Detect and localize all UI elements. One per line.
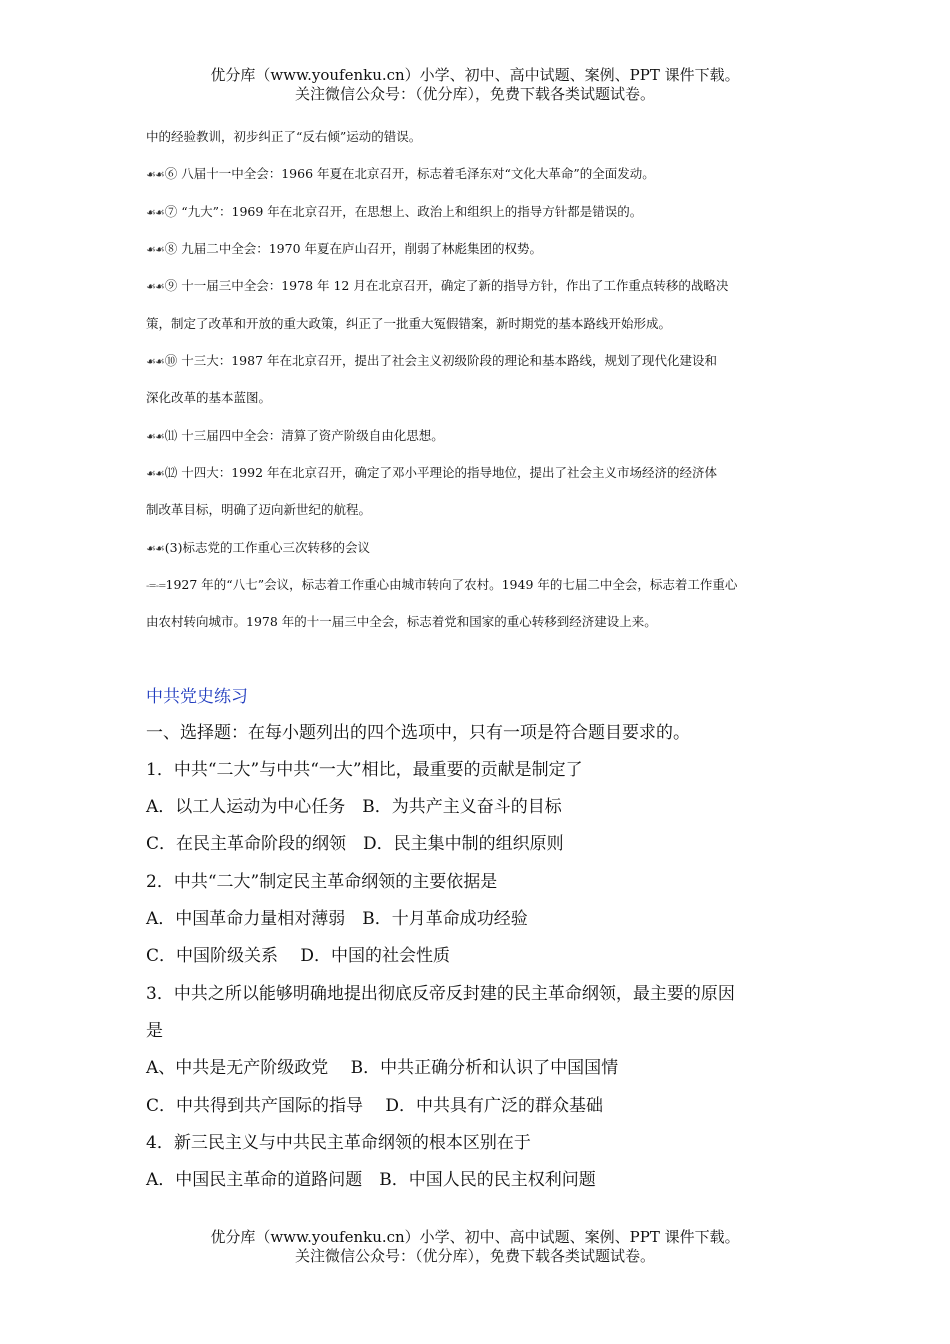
note-item-10-cont: 深化改革的基本蓝图。 <box>146 390 272 405</box>
question-3: 3．中共之所以能够明确地提出彻底反帝反封建的民主革命纲领，最主要的原因 <box>146 984 735 1004</box>
note-heading-3 <box>146 540 826 557</box>
bullet-icon: ☙☙ <box>146 206 164 219</box>
question-4: 4．新三民主义与中共民主革命纲领的根本区别在于 <box>146 1133 531 1153</box>
question-2: 2．中共“二大”制定民主革命纲领的主要依据是 <box>146 872 498 892</box>
note-item-8 <box>146 241 826 258</box>
note-text: 1927 年的“八七”会议，标志着工作重心由城市转向了农村。1949 年的七届二中全会，标志着工作重心 <box>165 577 738 592</box>
note-item-11 <box>146 428 826 445</box>
bullet-icon: ☙☙ <box>146 467 164 480</box>
question-3-options-ab: A、中共是无产阶级政党 B．中共正确分析和认识了中国国情 <box>146 1058 619 1078</box>
bullet-icon: ☙☙ <box>146 280 164 293</box>
page-footer <box>0 1228 950 1266</box>
question-1: 1．中共“二大”与中共“一大”相比，最重要的贡献是制定了 <box>146 760 583 780</box>
note-paragraph-cont: 由农村转向城市。1978 年的十一届三中全会，标志着党和国家的重心转移到经济建设上来。 <box>146 614 657 629</box>
note-item-6 <box>146 166 826 183</box>
page-header <box>0 66 950 104</box>
note-item-9 <box>146 278 826 295</box>
header-line-1: 优分库（www.youfenku.cn）小学、初中、高中试题、案例、PPT 课件下载。 <box>210 66 740 84</box>
question-3-options-cd: C．中共得到共产国际的指导 D．中共具有广泛的群众基础 <box>146 1096 604 1116</box>
note-text: (3)标志党的工作重心三次转移的会议 <box>164 540 370 555</box>
bullet-icon: ☙☙ <box>146 355 164 368</box>
question-3-cont: 是 <box>146 1021 163 1041</box>
note-text: ⑿ 十四大：1992 年在北京召开，确定了邓小平理论的指导地位，提出了社会主义市场经济的经济体 <box>164 465 717 480</box>
note-item-7 <box>146 204 826 221</box>
exercise-title: 中共党史练习 <box>146 687 248 707</box>
note-item-10 <box>146 353 826 370</box>
question-4-options-ab: A．中国民主革命的道路问题 B．中国人民的民主权利问题 <box>146 1170 596 1190</box>
note-text: ⑾ 十三届四中全会：清算了资产阶级自由化思想。 <box>164 428 444 443</box>
note-text: ⑧ 九届二中全会：1970 年夏在庐山召开，削弱了林彪集团的权势。 <box>164 241 542 256</box>
note-item-9-cont: 策，制定了改革和开放的重大政策，纠正了一批重大冤假错案，新时期党的基本路线开始形成。 <box>146 316 672 331</box>
note-text: ⑨ 十一届三中全会：1978 年 12 月在北京召开，确定了新的指导方针，作出了工作重点转移的战略决 <box>164 278 729 293</box>
note-text: ⑩ 十三大：1987 年在北京召开，提出了社会主义初级阶段的理论和基本路线，规划了现代化建设和 <box>164 353 717 368</box>
bullet-icon: ☙☙ <box>146 243 164 256</box>
question-2-options-ab: A．中国革命力量相对薄弱 B．十月革命成功经验 <box>146 909 528 929</box>
question-2-options-cd: C．中国阶级关系 D．中国的社会性质 <box>146 946 451 966</box>
bullet-icon: ☙☙ <box>146 168 164 181</box>
note-text: ⑦ “九大”：1969 年在北京召开，在思想上、政治上和组织上的指导方针都是错误的。 <box>164 204 643 219</box>
header-line-2: 关注微信公众号：（优分库），免费下载各类试题试卷。 <box>294 85 655 103</box>
bullet-icon: ☙☙ <box>146 542 164 555</box>
note-item-12-cont: 制改革目标，明确了迈向新世纪的航程。 <box>146 502 372 517</box>
note-paragraph <box>146 577 826 595</box>
note-item-12 <box>146 465 826 482</box>
bullet-icon: ☙☙ <box>146 430 164 443</box>
note-continuation: 中的经验教训，初步纠正了“反右倾”运动的错误。 <box>146 129 422 144</box>
note-text: ⑥ 八届十一中全会：1966 年夏在北京召开，标志着毛泽东对“文化大革命”的全面发动。 <box>164 166 655 181</box>
dash-icon: -=-= <box>146 581 166 592</box>
footer-line-2: 关注微信公众号：（优分库），免费下载各类试题试卷。 <box>294 1247 655 1265</box>
footer-line-1: 优分库（www.youfenku.cn）小学、初中、高中试题、案例、PPT 课件下载。 <box>210 1228 740 1246</box>
exercise-instruction: 一、选择题：在每小题列出的四个选项中，只有一项是符合题目要求的。 <box>146 723 690 743</box>
question-1-options-cd: C．在民主革命阶段的纲领 D．民主集中制的组织原则 <box>146 834 564 854</box>
question-1-options-ab: A．以工人运动为中心任务 B．为共产主义奋斗的目标 <box>146 797 562 817</box>
